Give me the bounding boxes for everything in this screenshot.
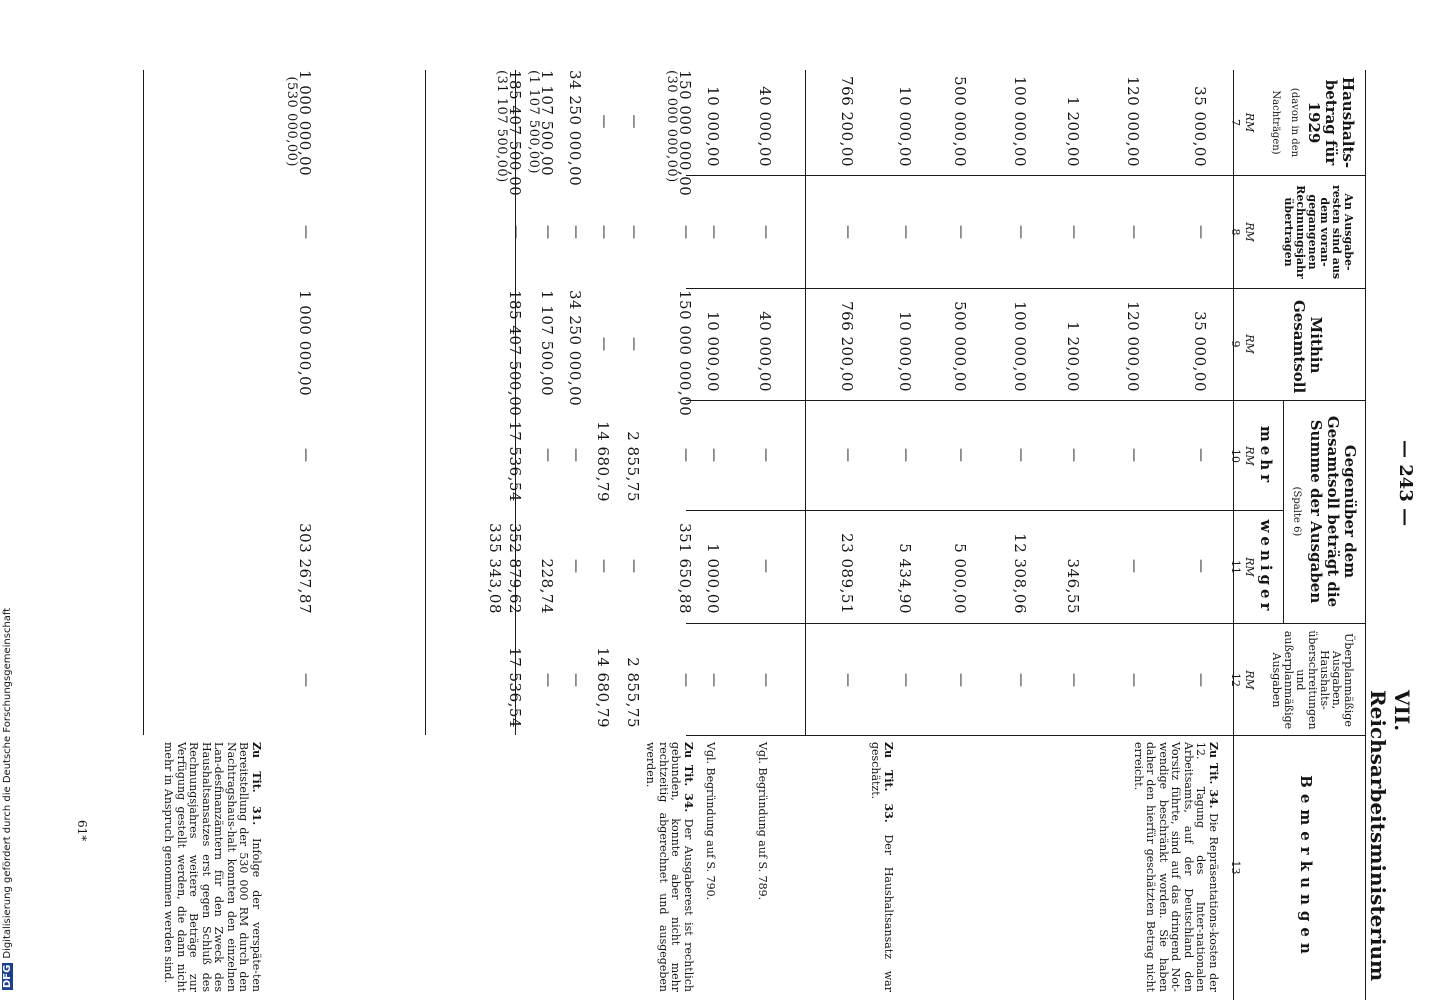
cell-c9: 100 000,00 xyxy=(1011,301,1029,392)
section-rule xyxy=(143,70,144,735)
cell-c7-sub: (530 000,00) xyxy=(284,76,299,167)
col9-header: Mithin Gesamtsoll xyxy=(1290,300,1325,394)
cell-c11: — xyxy=(568,559,584,573)
cell-c8: — xyxy=(298,225,314,239)
cell-c12: — xyxy=(706,673,722,687)
cell-c9: 1 107 500,00 xyxy=(538,290,556,397)
cell-c12: — xyxy=(898,673,914,687)
col9-number: 9 xyxy=(1229,340,1242,348)
cell-c10: — xyxy=(898,448,914,462)
cell-c11: — xyxy=(758,559,774,573)
cell-c11: 5 434,90 xyxy=(896,543,914,614)
col-sep-11-12 xyxy=(686,623,1366,624)
cell-c7-sub: (1 107 500,00) xyxy=(526,70,541,174)
cell-c7: 766 200,00 xyxy=(838,76,856,167)
dfg-logo: DFG xyxy=(2,964,13,988)
cell-c8: — xyxy=(898,225,914,239)
cell-c7: 1 200,00 xyxy=(1064,96,1082,167)
cell-c11: — xyxy=(1126,559,1142,573)
col8-unit: RM xyxy=(1243,222,1256,242)
cell-c8: — xyxy=(758,225,774,239)
cell-c7-sub: (30 000 000,00) xyxy=(664,70,679,183)
cell-c7: 100 000,00 xyxy=(1011,76,1029,167)
cell-c10: — xyxy=(1126,448,1142,462)
cell-c8: — xyxy=(596,225,612,239)
cell-c11: — xyxy=(626,559,642,573)
cell-c10: — xyxy=(540,448,556,462)
col7-number: 7 xyxy=(1229,119,1242,126)
col10-unit: RM xyxy=(1243,446,1256,466)
cell-c12: — xyxy=(678,673,694,687)
col7-header: Haushalts-betrag für 1929 (davon in den Nachträgen) xyxy=(1270,76,1357,169)
table-top-rule xyxy=(1365,70,1366,1000)
remark-ref-789: Vgl. Begründung auf S. 789. xyxy=(756,742,769,901)
cell-c8: — xyxy=(508,225,524,239)
cell-c9: 120 000,00 xyxy=(1124,301,1142,392)
cell-c8: — xyxy=(1013,225,1029,239)
col13-number: 13 xyxy=(1229,860,1242,875)
cell-c7: 40 000,00 xyxy=(756,86,774,167)
col12-header: Überplanmäßige Ausgaben, Haushalts-überschreitungen und außerplanmäßige Ausgaben xyxy=(1270,630,1355,730)
cell-c7: 150 000 000,00 xyxy=(676,70,694,197)
cell-c11: 5 000,00 xyxy=(951,543,969,614)
cell-c8: — xyxy=(626,225,642,239)
cell-c7-sub: (31 107 500,00) xyxy=(494,70,509,183)
cell-c7: 35 000,00 xyxy=(1191,86,1209,167)
cell-c7: — xyxy=(596,114,612,129)
cell-c7: 10 000,00 xyxy=(896,86,914,167)
cell-c9: 500 000,00 xyxy=(951,301,969,392)
cell-c11: 346,55 xyxy=(1064,558,1082,614)
cell-c10: — xyxy=(758,448,774,462)
section-rule xyxy=(805,70,806,735)
cell-c11: 352 879,62 xyxy=(506,523,524,614)
cell-c10: 14 680,79 xyxy=(594,421,612,502)
section-rule xyxy=(425,70,426,735)
cell-c9: 185 407 500,00 xyxy=(506,290,524,417)
cell-c9: 1 000 000,00 xyxy=(296,290,314,397)
cell-c11: 351 650,88 xyxy=(676,523,694,614)
cell-c12: 2 855,75 xyxy=(624,657,642,728)
col13-header: Bemerkungen xyxy=(1297,775,1315,960)
page-number: — 243 — xyxy=(1395,440,1416,527)
col12-number: 12 xyxy=(1229,673,1242,687)
cell-c9: 40 000,00 xyxy=(756,311,774,392)
cell-c11: 303 267,87 xyxy=(296,523,314,614)
cell-c11: 12 308,06 xyxy=(1011,533,1029,614)
cell-c8: — xyxy=(1193,225,1209,239)
col10-number: 10 xyxy=(1229,449,1242,463)
cell-c10: — xyxy=(953,448,969,462)
col11-header: weniger xyxy=(1257,519,1275,615)
cell-c8: — xyxy=(540,225,556,239)
cell-c9: 766 200,00 xyxy=(838,301,856,392)
cell-c12: — xyxy=(1013,673,1029,687)
cell-c11-net: 335 343,08 xyxy=(486,523,504,614)
dfg-footer-note: DFGDigitalisierung gefördert durch die Deutsche Forschungsgemeinschaft xyxy=(2,607,13,988)
cell-c7: 185 407 500,00 xyxy=(506,70,524,197)
cell-c9: — xyxy=(596,337,612,351)
cell-c11: — xyxy=(1193,559,1209,573)
cell-c10: — xyxy=(840,448,856,462)
cell-c12: — xyxy=(1126,673,1142,687)
cell-c10: — xyxy=(678,448,694,462)
section-rule xyxy=(515,70,516,735)
cell-c10: — xyxy=(568,448,584,462)
chapter-title: VII. Reichsarbeitsministerium xyxy=(1366,690,1414,982)
cell-c7: 1 107 500,00 xyxy=(538,70,556,177)
cell-c9: — xyxy=(626,337,642,351)
col8-number: 8 xyxy=(1229,228,1242,236)
cell-c12: 14 680,79 xyxy=(594,647,612,728)
cell-c10: — xyxy=(706,448,722,462)
cell-c7: — xyxy=(626,114,642,129)
page-signature: 61* xyxy=(75,820,89,842)
col10-header: mehr xyxy=(1257,425,1275,487)
cell-c7: 500 000,00 xyxy=(951,76,969,167)
col12-unit: RM xyxy=(1243,670,1256,690)
cell-c12: — xyxy=(953,673,969,687)
col-sep-10-11 xyxy=(686,510,1284,511)
cell-c8: — xyxy=(840,225,856,239)
cell-c10: 17 536,54 xyxy=(506,421,524,502)
cell-c12: — xyxy=(298,673,314,687)
cell-c8: — xyxy=(706,225,722,239)
group-header: Gegenüber dem Gesamtsoll beträgt die Summe der Ausgaben (Spalte 6) xyxy=(1291,415,1359,608)
cell-c12: — xyxy=(568,673,584,687)
cell-c8: — xyxy=(1066,225,1082,239)
cell-c9: 34 250 000,00 xyxy=(566,290,584,407)
cell-c12: — xyxy=(758,673,774,687)
col11-number: 11 xyxy=(1229,560,1242,574)
cell-c11: 1 000,00 xyxy=(704,543,722,614)
cell-c12: — xyxy=(1193,673,1209,687)
col-sep-12-13 xyxy=(686,735,1366,736)
remark-ref-790: Vgl. Begründung auf S. 790. xyxy=(704,742,717,901)
cell-c10: — xyxy=(298,448,314,462)
col8-header: An Ausgabe-resten sind aus dem voran-gegangenen Rechnungsjahr übertragen xyxy=(1282,184,1355,280)
cell-c7: 34 250 000,00 xyxy=(566,70,584,187)
cell-c8: — xyxy=(1126,225,1142,239)
cell-c12: — xyxy=(540,673,556,687)
cell-c10: 2 855,75 xyxy=(624,431,642,502)
cell-c10: — xyxy=(1193,448,1209,462)
remark-tit31: Zu Tit. 31. Infolge der verspäte-ten Bereitstellung der 530 000 RM durch den Nachtragshaus-halt konnten den einzelnen Lan-desfinanzämtern für den Zweck des Haushaltsansatzes erst gegen Schluß des Rechnungsjahres weitere Beträge zur Verfügung gestellt werden, die dann nicht mehr in Anspruch genommen werden sind. xyxy=(162,742,263,992)
remark-tit34-b: Zu Tit. 34. Der Ausgaberest ist rechtlich gebunden, konnte aber nicht mehr rechtzeitig abgerechnet und ausgegeben werden. xyxy=(644,742,695,992)
col9-unit: RM xyxy=(1243,334,1256,354)
cell-c8: — xyxy=(953,225,969,239)
cell-c10: — xyxy=(1013,448,1029,462)
cell-c11: 23 089,51 xyxy=(838,533,856,614)
cell-c9: 150 000 000,00 xyxy=(676,290,694,417)
cell-c9: 35 000,00 xyxy=(1191,311,1209,392)
cell-c11: 228,74 xyxy=(538,558,556,614)
col11-unit: RM xyxy=(1243,557,1256,577)
cell-c7: 1 000 000,00 xyxy=(296,70,314,177)
cell-c7: 120 000,00 xyxy=(1124,76,1142,167)
col7-unit: RM xyxy=(1243,112,1256,133)
remark-tit33: Zu Tit. 33. Der Haushaltsansatz war geschätzt. xyxy=(869,742,895,992)
col-sep-8-9 xyxy=(686,288,1366,289)
cell-c11: — xyxy=(596,559,612,573)
cell-c9: 10 000,00 xyxy=(896,311,914,392)
cell-c12: — xyxy=(1066,673,1082,687)
remark-tit34-a: Zu Tit. 34. Die Repräsentations-kosten der 12. Tagung des Inter-nationalen Arbeitsamts, auf der Deutschland den Vorsitz führte, sind auf das dringend Not-wendige beschränkt worden. Sie haben daher den hierfür geschätzten Betrag nicht erreicht. xyxy=(1132,742,1220,992)
cell-c8: — xyxy=(568,225,584,239)
cell-c12: — xyxy=(840,673,856,687)
cell-c7: 10 000,00 xyxy=(704,86,722,167)
col-sep-7-8 xyxy=(686,175,1366,176)
cell-c12: 17 536,54 xyxy=(506,647,524,728)
cell-c9: 1 200,00 xyxy=(1064,321,1082,392)
cell-c9: 10 000,00 xyxy=(704,311,722,392)
cell-c8: — xyxy=(678,225,694,239)
col-sep-9-10 xyxy=(686,400,1366,401)
group-header-rule xyxy=(1283,400,1284,623)
cell-c10: — xyxy=(1066,448,1082,462)
